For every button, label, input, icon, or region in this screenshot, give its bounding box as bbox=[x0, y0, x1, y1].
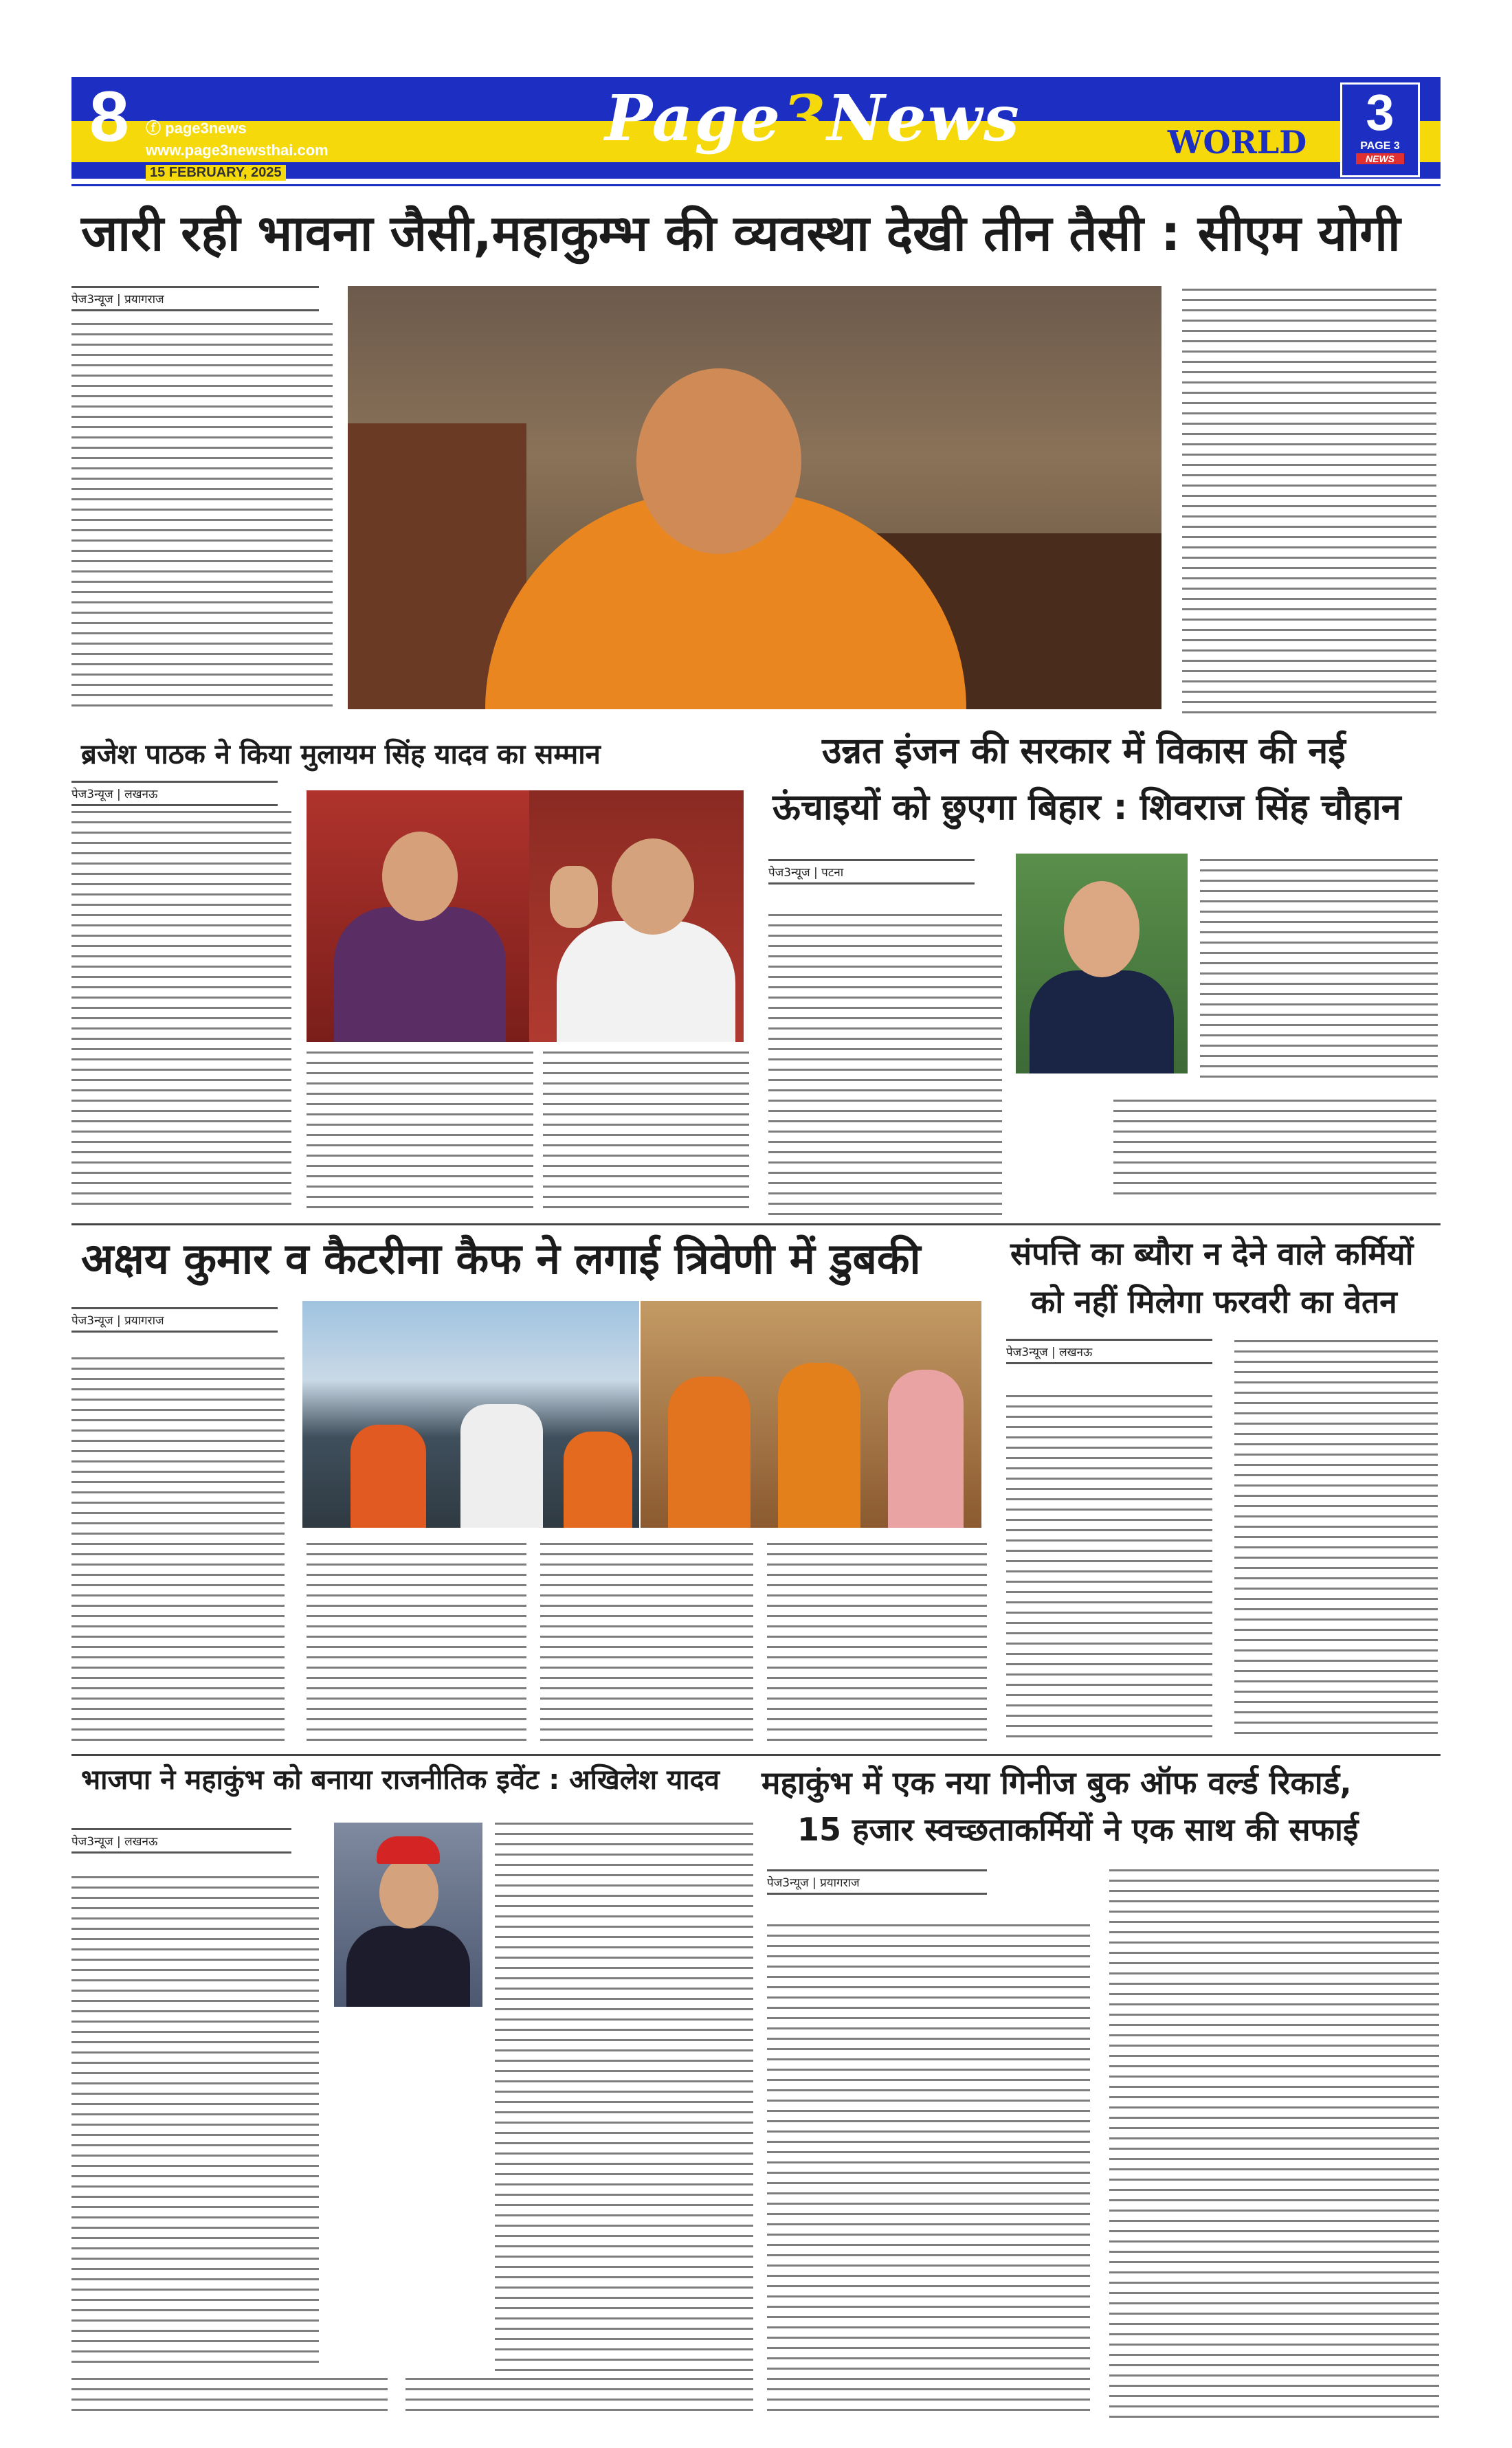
shivraj-headline-line1: उन्नत इंजन की सरकार में विकास की नई bbox=[822, 731, 1346, 772]
deputy-body-col-1 bbox=[71, 811, 291, 1210]
akhilesh-body-col-2 bbox=[495, 1823, 753, 2372]
divider-rule bbox=[71, 1223, 1441, 1225]
akhilesh-photo bbox=[334, 1823, 482, 2007]
salary-body-col-1 bbox=[1006, 1395, 1212, 1739]
deputy-body-col-2 bbox=[307, 1051, 533, 1216]
record-byline: पेज3न्यूज | प्रयागराज bbox=[767, 1869, 987, 1895]
lead-body-col-2 bbox=[1182, 289, 1436, 722]
salary-body-col-2 bbox=[1234, 1340, 1438, 1739]
shivraj-photo bbox=[1016, 854, 1188, 1073]
social-handle[interactable]: ⓕ page3news bbox=[146, 120, 247, 137]
deputy-body-col-3 bbox=[543, 1051, 749, 1216]
record-body-col-1 bbox=[767, 1924, 1090, 2419]
masthead-rule bbox=[71, 184, 1441, 186]
akshay-body-col-3 bbox=[540, 1543, 753, 1742]
lead-headline: जारी रही भावना जैसी,महाकुम्भ की व्यवस्था देखी तीन तैसी : सीएम योगी bbox=[81, 204, 1401, 262]
shivraj-byline: पेज3न्यूज | पटना bbox=[768, 859, 975, 884]
akshay-body-col-2 bbox=[307, 1543, 526, 1742]
akhilesh-body-col-1 bbox=[71, 1876, 319, 2371]
deputy-cm-photo bbox=[307, 790, 529, 1042]
katrina-photo bbox=[641, 1301, 981, 1528]
section-label: WORLD bbox=[1134, 122, 1340, 162]
page-number: 8 bbox=[89, 77, 129, 157]
salary-headline-line2: को नहीं मिलेगा फरवरी का वेतन bbox=[1031, 1283, 1397, 1320]
brand-badge: 3 PAGE 3 NEWS bbox=[1340, 82, 1420, 177]
mulayam-photo bbox=[529, 790, 744, 1042]
yogi-photo bbox=[348, 286, 1161, 709]
shivraj-body-col-1 bbox=[768, 914, 1002, 1216]
akshay-body-col-1 bbox=[71, 1357, 285, 1742]
akhilesh-byline: पेज3न्यूज | लखनऊ bbox=[71, 1828, 291, 1854]
lead-body-col-1 bbox=[71, 323, 333, 708]
issue-date: 15 FEBRUARY, 2025 bbox=[146, 165, 286, 181]
akshay-body-col-4 bbox=[767, 1543, 987, 1742]
shivraj-headline-line2: ऊंचाइयों को छुएगा बिहार : शिवराज सिंह चौहान bbox=[772, 787, 1401, 828]
facebook-icon: ⓕ bbox=[146, 120, 162, 137]
deputy-headline: ब्रजेश पाठक ने किया मुलायम सिंह यादव का सम्मान bbox=[81, 739, 601, 770]
akshay-byline: पेज3न्यूज | प्रयागराज bbox=[71, 1307, 278, 1333]
akhilesh-body-col-3 bbox=[71, 2378, 388, 2419]
akhilesh-headline: भाजपा ने महाकुंभ को बनाया राजनीतिक इवेंट : अखिलेश यादव bbox=[81, 1764, 720, 1796]
shivraj-body-col-2 bbox=[1200, 859, 1438, 1086]
deputy-byline: पेज3न्यूज | लखनऊ bbox=[71, 781, 278, 806]
akhilesh-body-col-4 bbox=[405, 2378, 753, 2419]
newspaper-logo: Page3News bbox=[605, 81, 1021, 155]
record-headline-line1: महाकुंभ में एक नया गिनीज बुक ऑफ वर्ल्ड रिकार्ड, bbox=[761, 1764, 1352, 1801]
akshay-headline: अक्षय कुमार व कैटरीना कैफ ने लगाई त्रिवेणी में डुबकी bbox=[81, 1234, 921, 1284]
record-body-col-2 bbox=[1109, 1869, 1439, 2419]
lead-byline: पेज3न्यूज | प्रयागराज bbox=[71, 286, 319, 311]
salary-byline: पेज3न्यूज | लखनऊ bbox=[1006, 1339, 1212, 1364]
akshay-photo bbox=[302, 1301, 639, 1528]
divider-rule-2 bbox=[71, 1754, 1441, 1756]
shivraj-body-col-3 bbox=[1113, 1100, 1436, 1203]
salary-headline-line1: संपत्ति का ब्यौरा न देने वाले कर्मियों bbox=[1010, 1235, 1414, 1272]
website-link[interactable]: www.page3newsthai.com bbox=[146, 142, 329, 159]
record-headline-line2: 15 हजार स्वच्छताकर्मियों ने एक साथ की सफाई bbox=[797, 1811, 1359, 1848]
